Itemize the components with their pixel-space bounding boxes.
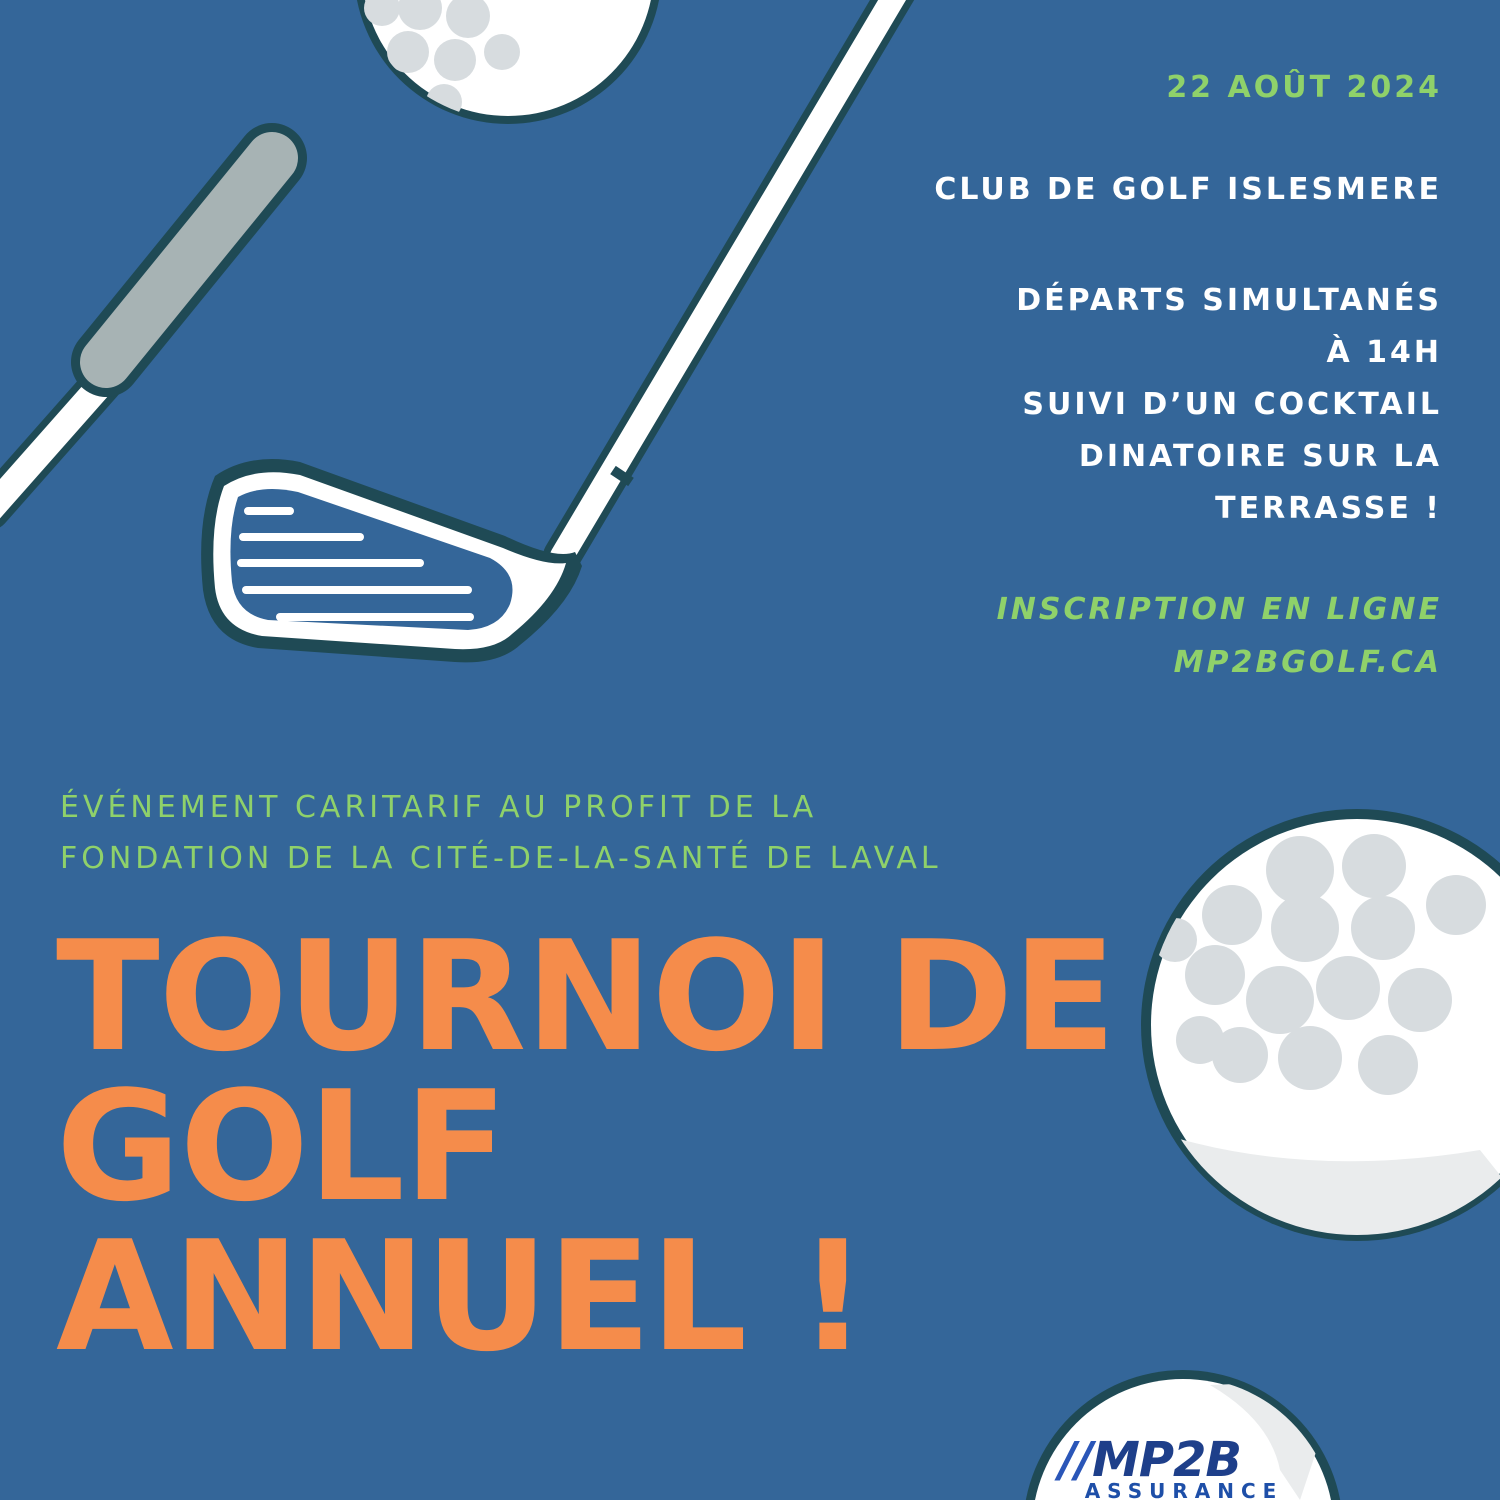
golf-ball-icon bbox=[354, 0, 662, 124]
logo-subtitle: ASSURANCE bbox=[1084, 1479, 1284, 1500]
event-schedule bbox=[1016, 275, 1442, 535]
registration-info bbox=[997, 583, 1442, 689]
title-line: TOURNOI DE bbox=[56, 908, 1116, 1085]
schedule-line: DINATOIRE SUR LA bbox=[1078, 439, 1442, 474]
mp2b-logo bbox=[1055, 1433, 1325, 1500]
schedule-line: DÉPARTS SIMULTANÉS bbox=[1016, 283, 1442, 318]
poster-title bbox=[56, 908, 1116, 1385]
title-line: ANNUEL ! bbox=[56, 1208, 867, 1385]
event-venue: CLUB DE GOLF ISLESMERE bbox=[934, 172, 1442, 207]
title-line: GOLF bbox=[56, 1058, 507, 1235]
logo-mark bbox=[1059, 1432, 1241, 1488]
golf-ball-icon bbox=[1141, 809, 1500, 1300]
golf-club-icon bbox=[0, 158, 272, 510]
registration-label: INSCRIPTION EN LIGNE bbox=[996, 592, 1442, 627]
event-date: 22 AOÛT 2024 bbox=[1166, 70, 1442, 105]
charity-line: ÉVÉNEMENT CARITARIF AU PROFIT DE LA bbox=[60, 790, 818, 825]
logo-wordmark: MP2B bbox=[1092, 1432, 1241, 1488]
charity-line: FONDATION DE LA CITÉ-DE-LA-SANTÉ DE LAVAL bbox=[60, 841, 942, 876]
registration-url[interactable]: MP2BGOLF.CA bbox=[1173, 645, 1442, 680]
schedule-line: À 14H bbox=[1326, 335, 1442, 370]
logo-slashes: // bbox=[1059, 1432, 1093, 1488]
schedule-line: TERRASSE ! bbox=[1215, 491, 1442, 526]
charity-statement bbox=[60, 782, 942, 884]
schedule-line: SUIVI D’UN COCKTAIL bbox=[1022, 387, 1442, 422]
